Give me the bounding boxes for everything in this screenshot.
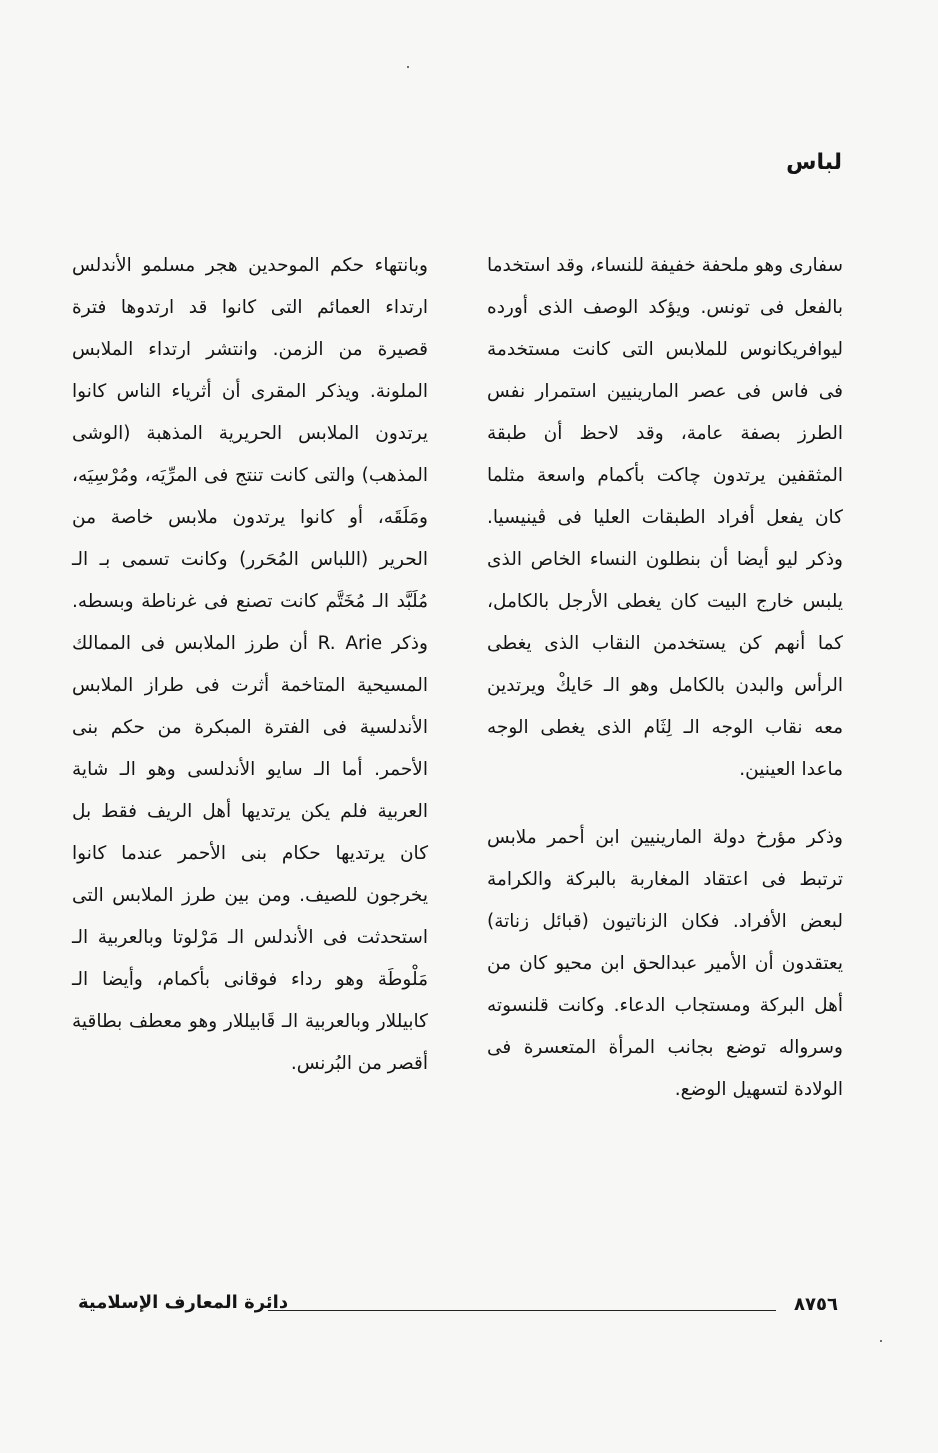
- right-column: [487, 245, 843, 1111]
- page-number: ٨٧٥٦: [794, 1294, 838, 1315]
- footer-rule: [268, 1310, 776, 1311]
- left-column: [72, 245, 428, 1085]
- publication-title: دائرة المعارف الإسلامية: [78, 1292, 289, 1313]
- right-column-paragraph-1: سفارى وهو ملحفة خفيفة للنساء، وقد استخدما بالفعل فى تونس. ويؤكد الوصف الذى أورده ليوافريكانوس للملابس التى كانت مستخدمة فى فاس فى عصر المارينيين استمرار نفس الطرز بصفة عامة، وقد لاحظ أن طبقة المثقفين يرتدون چاكت بأكمام واسعة مثلما كان يفعل أفراد الطبقات العليا فى ڤينيسيا. وذكر ليو أيضا أن بنطلون النساء الخاص الذى يلبس خارج البيت كان يغطى الأرجل بالكامل، كما أنهم كن يستخدمن النقاب الذى يغطى الرأس والبدن بالكامل وهو الـ حَايكْ ويرتدين معه نقاب الوجه الـ لِثَام الذى يغطى الوجه ماعدا العينين.: [487, 255, 843, 780]
- right-column-paragraph-2: وذكر مؤرخ دولة المارينيين ابن أحمر ملابس ترتبط فى اعتقاد المغاربة بالبركة والكرامة لبعض الأفراد. فكان الزناتيون (قبائل زناتة) يعتقدون أن الأمير عبدالحق ابن محيو كان من أهل البركة ومستجاب الدعاء. وكانت قلنسوته وسرواله توضع بجانب المرأة المتعسرة فى الولادة لتسهيل الوضع.: [487, 827, 843, 1100]
- page-footer: [78, 1290, 838, 1326]
- scan-speck: [407, 66, 409, 68]
- left-column-paragraph-1: وبانتهاء حكم الموحدين هجر مسلمو الأندلس ارتداء العمائم التى كانوا قد ارتدوها فترة قصيرة من الزمن. وانتشر ارتداء الملابس الملونة. ويذكر المقرى أن أثرياء الناس كانوا يرتدون الملابس الحريرية المذهبة (الوشى المذهب) والتى كانت تنتج فى المرِّيَه، ومُرْسِيَه، ومَلَقَه، أو كانوا يرتدون ملابس خاصة من الحرير (اللباس المُحَرر) وكانت تسمى بـ الـ مُلَبَّد الـ مُخَتَّم كانت تصنع فى غرناطة وبسطه. وذكر R. Arie أن طرز الملابس فى الممالك المسيحية المتاخمة أثرت فى طراز الملابس الأندلسية فى الفترة المبكرة من حكم بنى الأحمر. أما الـ سايو الأندلسى وهو الـ شاية العربية فلم يكن يرتديها أهل الريف فقط بل كان يرتديها حكام بنى الأحمر عندما كانوا يخرجون للصيف. ومن بين طرز الملابس التى استحدثت فى الأندلس الـ مَرْلوتا وبالعربية الـ مَلْوطَة وهو رداء فوقانى بأكمام، وأيضا الـ كابيللار وبالعربية الـ قَابيللار وهو معطف بطاقية أقصر من البُرنس.: [72, 255, 428, 1074]
- running-header: لباس: [786, 150, 842, 175]
- scan-speck: [880, 1340, 882, 1342]
